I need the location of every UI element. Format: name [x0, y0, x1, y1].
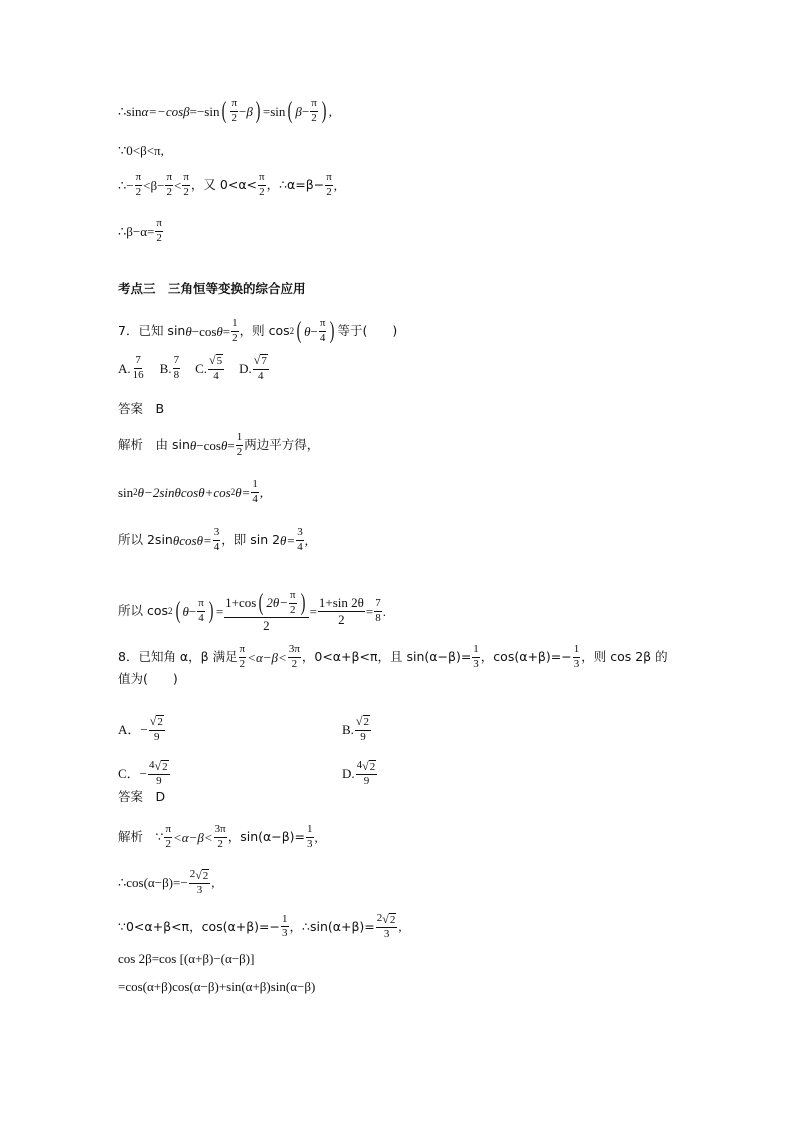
answer-7: [118, 403, 164, 416]
text: =cos(α+β)cos(α−β)+sin(α+β)sin(α−β): [118, 979, 316, 994]
option-a-label: A.: [118, 360, 131, 376]
answer-text: 答案 D: [118, 789, 166, 804]
left-paren: (: [222, 98, 227, 125]
fraction: $\frac{\pi}{2}$: [135, 171, 142, 198]
fraction: $\frac{\pi}{2}$: [239, 643, 246, 670]
fraction: $\frac{\pi}{2}$: [166, 171, 173, 198]
text: 7．已知 sin: [118, 322, 186, 338]
fraction: 2 √ 2 3: [376, 912, 396, 941]
fraction: $\frac{\pi}{2}$: [311, 97, 317, 124]
fraction: $\frac{7}{8}$: [375, 597, 381, 624]
option-d-label: D.: [239, 360, 252, 376]
fraction: $\frac{\pi}{2}$: [183, 171, 189, 198]
solution-8-line-4: [118, 952, 254, 965]
text: ,: [333, 177, 338, 193]
answer-blank: 值为( ): [118, 671, 178, 686]
option-c-label: C．−: [118, 766, 148, 782]
text: ，又 0<α<: [190, 176, 258, 192]
fraction: $\frac{3\pi}{2}$: [288, 643, 300, 670]
fraction: $\frac{1}{3}$: [573, 643, 580, 670]
answer-8: [118, 791, 165, 804]
solution-8-line-2: ∴cos(α−β)=− 2 √ 2 3 ,: [118, 868, 215, 897]
option-b-label: B.: [159, 360, 172, 376]
option-d-label: D.: [342, 766, 355, 782]
fraction: $\frac{1+\sin 2\theta}{2}$: [318, 595, 364, 627]
question-8-option-d: [342, 760, 378, 788]
text: α=−cos: [141, 103, 184, 119]
question-8-option-b: [342, 715, 372, 743]
question-8: 8．已知角 α，β 满足 $\frac{\pi}{2}$ <α−β< $\frac{3\pi}{2}$ ，0<α+β<π，且 sin(α−β)= $\frac{1}{3}$ ，cos(α+β)=− $\frac{1}{3}$ ，则 cos 2β 的: [118, 643, 668, 670]
question-7-options: [118, 354, 270, 382]
fraction: $\frac{\pi}{4}$: [319, 317, 326, 344]
text: ∵0<β<π,: [118, 143, 164, 158]
fraction: $\frac{1}{3}$: [282, 912, 288, 940]
fraction: $\frac{\pi}{2}$: [259, 171, 265, 198]
derivation-line-4: [118, 218, 164, 244]
derivation-line-1: ∴sin α=−cos β =−sin ( $\frac{\pi}{2}$ − β ) =sin ( β − $\frac{\pi}{2}$ ) ,: [118, 97, 333, 125]
option-b-value: $\frac{7}{8}$: [173, 354, 180, 381]
solution-8-line-1: 解析 ∵ $\frac{\pi}{2}$ <α−β< $\frac{3\pi}{2}$ ，sin(α−β)= $\frac{1}{3}$ ,: [118, 823, 318, 850]
section-title-text: 考点三 三角恒等变换的综合应用: [118, 281, 306, 296]
fraction: $\frac{\pi}{2}$: [326, 171, 332, 198]
solution-7-line-1: 解析 由 sin θ −cos θ = $\frac{1}{2}$ 两边平方得，: [118, 431, 320, 458]
text: ∴sin: [118, 103, 142, 119]
text: <β−: [143, 177, 165, 193]
fraction: $\frac{3\pi}{2}$: [214, 823, 226, 850]
fraction: $\frac{3}{4}$: [297, 526, 303, 553]
question-8-option-a: [118, 715, 166, 743]
option-c-value: 4 √ 2 9: [149, 759, 168, 788]
option-c-label: C.: [195, 360, 207, 376]
fraction: 2 √ 2 3: [189, 868, 209, 897]
question-8-line-2: [118, 673, 178, 686]
fraction: $\frac{1}{2}$: [232, 317, 238, 344]
text: cos 2β=cos [(α+β)−(α−β)]: [118, 951, 255, 966]
option-a-label: A．−: [118, 721, 148, 737]
derivation-line-3: [118, 172, 337, 198]
text: ，∴α=β−: [266, 176, 325, 192]
question-7: 7．已知 sin θ −cos θ = $\frac{1}{2}$ ，则 cos 2 ( θ − $\frac{\pi}{4}$ ) 等于( ): [118, 317, 398, 345]
option-b-value: √ 2 9: [355, 714, 370, 743]
text: ∴β−α=: [118, 223, 155, 239]
option-a-value: $\frac{7}{16}$: [132, 354, 144, 381]
answer-blank: 等于( ): [337, 322, 398, 338]
right-paren: ): [255, 98, 261, 125]
answer-text: 答案 B: [118, 401, 165, 416]
option-d-value: 4 √ 2 9: [356, 759, 376, 788]
fraction: $\frac{\pi}{2}$: [231, 97, 238, 124]
fraction: $\frac{1}{2}$: [236, 431, 243, 458]
fraction: $\frac{\pi}{2}$: [156, 217, 162, 244]
fraction: $\frac{3}{4}$: [213, 526, 220, 553]
text: β: [183, 103, 190, 119]
text: =sin: [262, 103, 286, 119]
section-title: [118, 283, 306, 296]
option-d-value: √ 7 4: [253, 353, 267, 382]
text: <: [174, 177, 182, 193]
option-a-value: √ 2 9: [149, 714, 163, 743]
question-8-option-c: [118, 760, 171, 788]
fraction: 1+cos ( 2θ− $\frac{\pi}{2}$ ) 2: [224, 590, 308, 633]
solution-8-line-5: [118, 980, 315, 993]
fraction: $\frac{1}{4}$: [252, 478, 258, 505]
option-c-value: √ 5 4: [208, 353, 223, 382]
solution-8-line-3: ∵0<α+β<π，cos(α+β)=− $\frac{1}{3}$ ，∴sin(α+β)= 2 √ 2 3 ,: [118, 912, 402, 941]
text: ∴−: [118, 177, 134, 193]
text: =−sin: [189, 103, 220, 119]
fraction: $\frac{1}{3}$: [307, 823, 313, 850]
derivation-line-2: [118, 144, 164, 157]
solution-7-line-4: 所以 cos 2 ( θ − $\frac{\pi}{4}$ ) = 1+cos ( 2θ− $\frac{\pi}{2}$ ) 2 = $\frac{1+\sin 2\theta}{2}$ = $\frac{7}{8}$ .: [118, 589, 386, 634]
solution-7-line-3: 所以 2sin θcos θ= $\frac{3}{4}$ ，即 sin 2 θ= $\frac{3}{4}$ ,: [118, 526, 308, 553]
fraction: $\frac{\pi}{2}$: [165, 823, 172, 850]
solution-7-line-2: sin 2 θ−2sin θcos θ+cos 2 θ= $\frac{1}{4}$ ,: [118, 478, 264, 505]
option-b-label: B.: [342, 721, 354, 737]
fraction: $\frac{1}{3}$: [473, 643, 479, 670]
fraction: $\frac{\pi}{4}$: [198, 597, 204, 624]
